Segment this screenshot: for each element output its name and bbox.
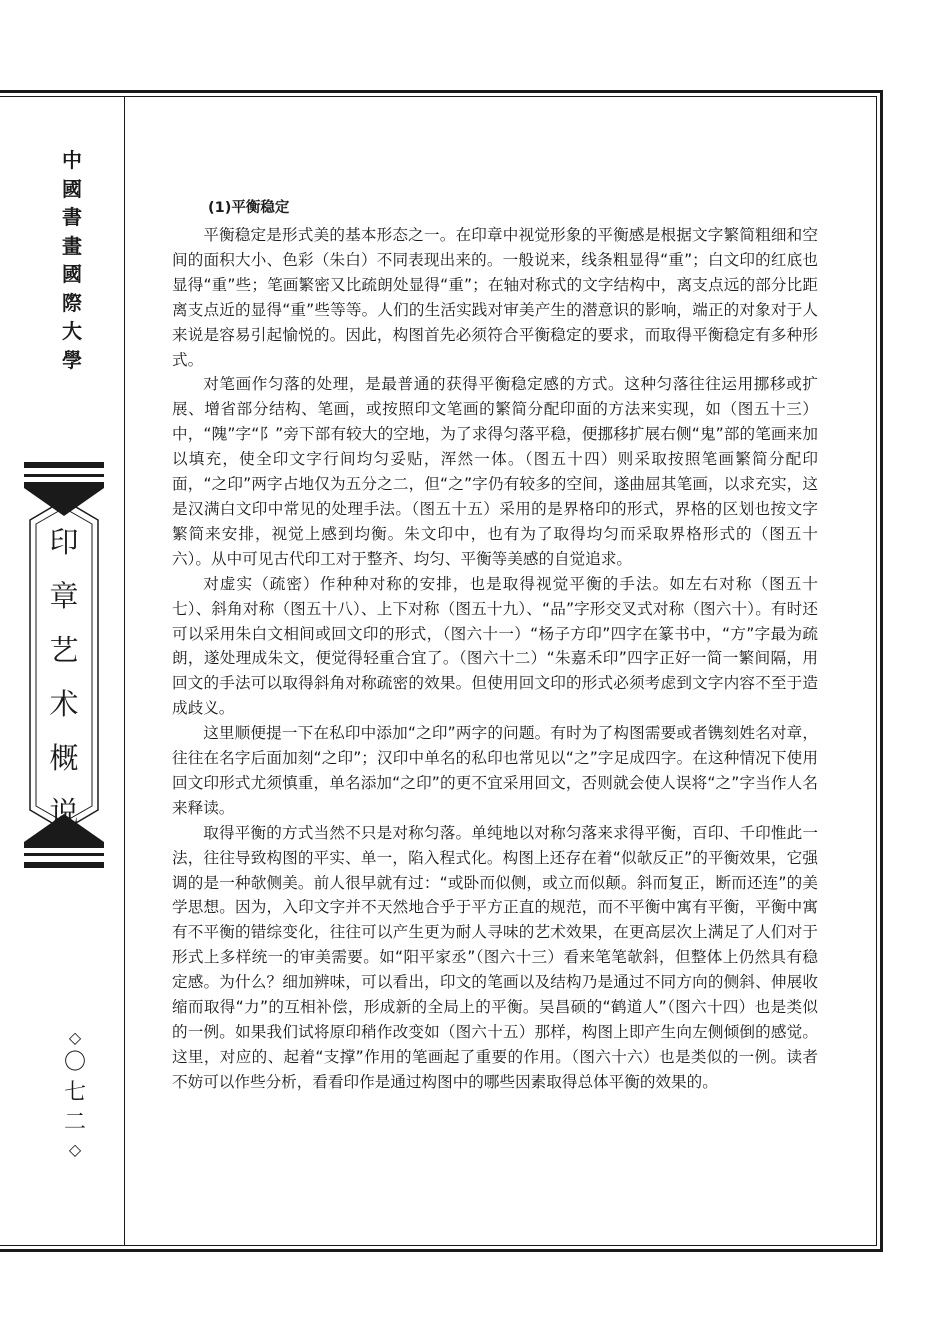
section-heading: (1)平衡稳定 [208, 200, 290, 216]
body-text [172, 196, 818, 1095]
paragraph: 对虚实（疏密）作种种对称的安排，也是取得视觉平衡的手法。如左右对称（图五十七）、斜角对称（图五十八）、上下对称（图五十九）、“品”字形交叉式对称（图六十）。有时还可以采用朱白文相间或回文印的形式，（图六十一）“杨子方印”四字在篆书中，“方”字最为疏朗，遂处理成朱文，便觉得轻重合宜了。（图六十二）“朱嘉禾印”四字正好一简一繁间隔，用回文的手法可以取得斜角对称疏密的效果。但使用回文印的形式必须考虑到文字内容不至于造成歧义。 [172, 574, 818, 718]
paragraph: 取得平衡的方式当然不只是对称匀落。单纯地以对称匀落来求得平衡，百印、千印惟此一法，往往导致构图的平实、单一，陷入程式化。构图上还存在着“似欹反正”的平衡效果，它强调的是一种欹侧美。前人很早就有过：“或卧而似侧，或立而似颠。斜而复正，断而还连”的美学思想。因为，入印文字并不天然地合乎于平方正直的规范，而不平衡中寓有平衡，平衡中寓有不平衡的错综变化，往往可以产生更为耐人寻味的艺术效果，在更高层次上满足了人们对于形式上多样统一的审美需要。如“阳平家丞”（图六十三）看来笔笔欹斜，但整体上仍然具有稳定感。为什么？细加辨味，可以看出，印文的笔画以及结构乃是通过不同方向的侧斜、伸展收缩而取得“力”的互相补偿，形成新的全局上的平衡。吴昌硕的“鹤道人”（图六十四）也是类似的一例。如果我们试将原印稍作改变如（图六十五）那样，构图上即产生向左侧倾倒的感觉。这里，对应的、起着“支撑”作用的笔画起了重要的作用。（图六十六）也是类似的一例。读者不妨可以作些分析，看看印作是通过构图中的哪些因素取得总体平衡的效果的。 [172, 823, 818, 1091]
page-number: ◇ 〇 七 二 ◇ [58, 1030, 92, 1164]
spine-divider [124, 96, 125, 1246]
paragraph: 对笔画作匀落的处理，是最普通的获得平衡稳定感的方式。这种匀落往往运用挪移或扩展、增省部分结构、笔画，或按照印文笔画的繁简分配印面的方法来实现，如（图五十三）中，“隗”字“阝”旁下部有较大的空地，为了求得匀落平稳，便挪移扩展右侧“鬼”部的笔画来加以填充，使全印文字行间均匀妥贴，浑然一体。（图五十四）则采取按照笔画繁简分配印面，“之印”两字占地仅为五分之二，但“之”字仍有较多的空间，遂曲屈其笔画，以求充实，这是汉满白文印中常见的处理手法。（图五十五）采用的是界格印的形式，界格的区划也按文字繁简来安排，视觉上感到均衡。朱文印中，也有为了取得均匀而采取界格形式的（图五十六）。从中可见古代印工对于整齐、均匀、平衡等美感的自觉追求。 [172, 375, 818, 568]
diamond-icon: ◇ [68, 1028, 82, 1047]
paragraph: 平衡稳定是形式美的基本形态之一。在印章中视觉形象的平衡感是根据文字繁简粗细和空间的面积大小、色彩（朱白）不同表现出来的。一般说来，线条粗显得“重”；白文印的红底也显得“重”些；笔画繁密又比疏朗处显得“重”；在轴对称式的文字结构中，离支点远的部分比距离支点近的显得“重”些等等。人们的生活实践对审美产生的潜意识的影响，端正的对象对于人来说是容易引起愉悦的。因此，构图首先必须符合平衡稳定的要求，而取得平衡稳定有多种形式。 [172, 226, 818, 369]
book-title: 印 章 艺 术 概 说 [49, 525, 79, 829]
diamond-icon: ◇ [68, 1140, 82, 1159]
paragraph: 这里顺便提一下在私印中添加“之印”两字的问题。有时为了构图需要或者镌刻姓名对章，往往在名字后面加刻“之印”；汉印中单名的私印也常见以“之”字足成四字。在这种情况下使用回文印形式尤须慎重，单名添加“之印”的更不宜采用回文，否则就会使人误将“之”字当作人名来释读。 [172, 724, 818, 817]
school-name: 中 國 書 畫 國 際 大 學 [62, 148, 82, 372]
